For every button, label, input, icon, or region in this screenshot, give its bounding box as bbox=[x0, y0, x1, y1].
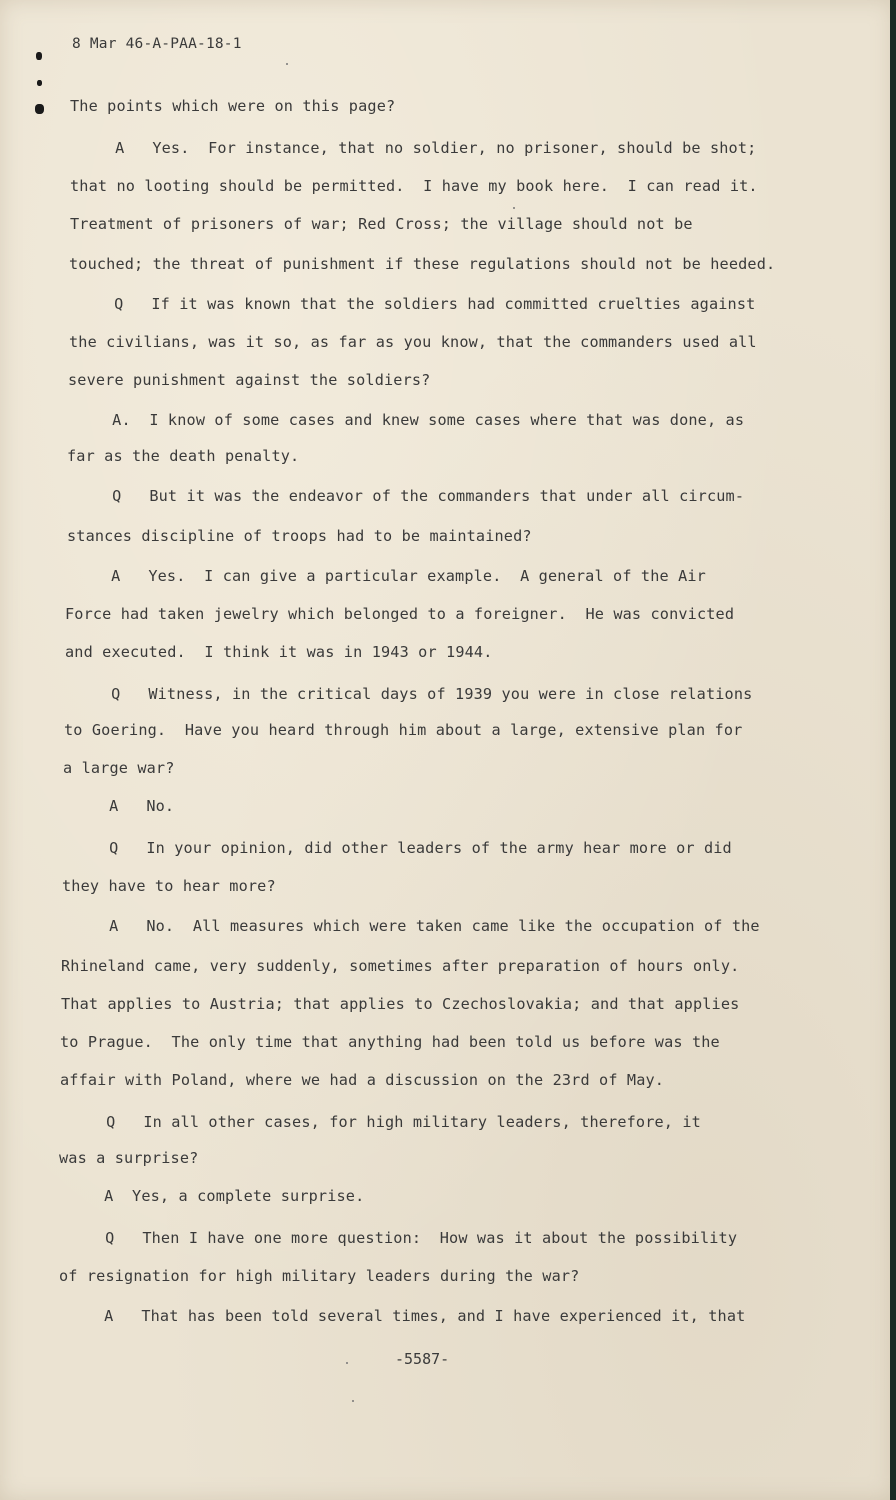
transcript-line: A Yes. For instance, that no soldier, no prisoner, should be shot; bbox=[78, 139, 757, 157]
transcript-line: A No. bbox=[72, 797, 175, 815]
transcript-line: Q If it was known that the soldiers had committed cruelties against bbox=[77, 295, 756, 313]
transcript-line: of resignation for high military leaders during the war? bbox=[59, 1267, 580, 1285]
paper-speck bbox=[513, 207, 515, 209]
transcript-line: far as the death penalty. bbox=[67, 447, 300, 465]
transcript-line: to Prague. The only time that anything had been told us before was the bbox=[60, 1033, 720, 1051]
transcript-line: was a surprise? bbox=[59, 1149, 199, 1167]
punch-mark-icon bbox=[35, 104, 44, 114]
transcript-line: severe punishment against the soldiers? bbox=[68, 371, 431, 389]
transcript-line: A That has been told several times, and I have experienced it, that bbox=[67, 1307, 746, 1325]
punch-mark-icon bbox=[37, 80, 42, 86]
transcript-line: to Goering. Have you heard through him about a large, extensive plan for bbox=[64, 721, 743, 739]
page-edge-shadow bbox=[890, 0, 896, 1500]
paper-speck bbox=[346, 1362, 348, 1364]
transcript-line: That applies to Austria; that applies to Czechoslovakia; and that applies bbox=[61, 995, 740, 1013]
transcript-line: Q Witness, in the critical days of 1939 you were in close relations bbox=[74, 685, 753, 703]
transcript-line: the civilians, was it so, as far as you know, that the commanders used all bbox=[69, 333, 757, 351]
transcript-line: Rhineland came, very suddenly, sometimes after preparation of hours only. bbox=[61, 957, 740, 975]
transcript-line: A Yes. I can give a particular example. A general of the Air bbox=[74, 567, 706, 585]
page-number: -5587- bbox=[395, 1350, 450, 1368]
transcript-line: they have to hear more? bbox=[62, 877, 276, 895]
transcript-line: that no looting should be permitted. I have my book here. I can read it. bbox=[70, 177, 758, 195]
transcript-line: The points which were on this page? bbox=[70, 97, 396, 115]
paper-speck bbox=[352, 1400, 354, 1402]
transcript-line: A. I know of some cases and knew some cases where that was done, as bbox=[75, 411, 745, 429]
transcript-line: touched; the threat of punishment if these regulations should not be heeded. bbox=[69, 255, 776, 273]
transcript-line: Q In your opinion, did other leaders of the army hear more or did bbox=[72, 839, 732, 857]
transcript-line: affair with Poland, where we had a discussion on the 23rd of May. bbox=[60, 1071, 665, 1089]
transcript-line: Q Then I have one more question: How was it about the possibility bbox=[68, 1229, 738, 1247]
transcript-line: stances discipline of troops had to be maintained? bbox=[67, 527, 532, 545]
punch-mark-icon bbox=[36, 52, 42, 60]
transcript-line: Force had taken jewelry which belonged to a foreigner. He was convicted bbox=[65, 605, 735, 623]
paper-speck bbox=[286, 63, 288, 65]
document-reference: 8 Mar 46-A-PAA-18-1 bbox=[72, 36, 242, 52]
transcript-line: a large war? bbox=[63, 759, 175, 777]
transcript-line: A Yes, a complete surprise. bbox=[67, 1187, 365, 1205]
transcript-line: A No. All measures which were taken came like the occupation of the bbox=[72, 917, 760, 935]
transcript-line: Q But it was the endeavor of the commanders that under all circum- bbox=[75, 487, 745, 505]
transcript-line: and executed. I think it was in 1943 or 1944. bbox=[65, 643, 493, 661]
transcript-line: Q In all other cases, for high military leaders, therefore, it bbox=[69, 1113, 701, 1131]
transcript-line: Treatment of prisoners of war; Red Cross; the village should not be bbox=[70, 215, 693, 233]
